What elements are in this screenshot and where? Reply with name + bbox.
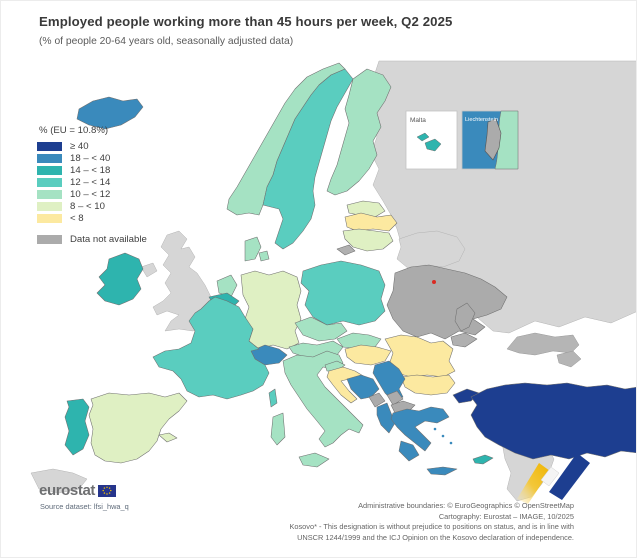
region-crete [427, 467, 457, 475]
map-marker-dot [432, 280, 436, 284]
malta-inset [406, 111, 457, 169]
country-turkey [471, 383, 637, 459]
legend-label: 14 – < 18 [70, 165, 111, 176]
credit-line: Administrative boundaries: © EuroGeographics © OpenStreetMap [358, 501, 574, 510]
country-northern-ireland [141, 263, 157, 277]
country-portugal [65, 399, 89, 455]
aegean-island [434, 428, 437, 431]
region-balearics [159, 433, 177, 442]
eu-flag-icon [98, 485, 116, 497]
legend-label: 12 – < 14 [70, 177, 111, 188]
legend-label: Data not available [70, 234, 147, 245]
map-legend [37, 125, 147, 246]
legend-item [37, 213, 147, 224]
malta-inset-label: Malta [410, 117, 426, 124]
legend-swatch [37, 235, 62, 244]
legend-swatch [37, 214, 62, 223]
source-dataset: Source dataset: lfsi_hwa_q [40, 502, 129, 511]
aegean-island [442, 435, 445, 438]
country-hungary [345, 345, 391, 365]
legend-item [37, 165, 147, 176]
europe-choropleth-map [1, 1, 637, 558]
country-denmark [245, 237, 261, 261]
eurostat-logo [39, 482, 116, 499]
caucasus-region [507, 333, 581, 367]
region-sicily [299, 453, 329, 467]
country-armenia-azerbaijan [557, 351, 581, 367]
country-denmark-islands [259, 251, 269, 261]
map-credits [289, 501, 574, 543]
legend-item [37, 153, 147, 164]
legend-item [37, 201, 147, 212]
eurostat-logo-text: eurostat [39, 482, 95, 499]
credit-line: Kosovo* - This designation is without prejudice to positions on status, and is in line with [289, 522, 574, 532]
credit-line: Cartography: Eurostat – IMAGE, 10/2025 [438, 511, 574, 521]
legend-swatch [37, 190, 62, 199]
country-spain [89, 393, 187, 463]
country-cyprus [473, 455, 493, 464]
region-sardinia [271, 413, 285, 445]
country-poland [301, 261, 385, 325]
legend-label: 10 – < 12 [70, 189, 111, 200]
country-georgia [507, 333, 579, 355]
legend-swatch [37, 202, 62, 211]
legend-swatch [37, 166, 62, 175]
legend-swatch [37, 154, 62, 163]
legend-label: 18 – < 40 [70, 153, 111, 164]
country-greece [391, 407, 449, 451]
legend-item [37, 189, 147, 200]
legend-label: ≥ 40 [70, 141, 89, 152]
legend-swatch [37, 142, 62, 151]
aegean-island [450, 442, 453, 445]
legend-item [37, 141, 147, 152]
region-corsica [269, 389, 277, 407]
credit-line: UNSCR 1244/1999 and the ICJ Opinion on the Kosovo declaration of independence. [297, 532, 574, 542]
liechtenstein-inset [462, 111, 518, 169]
legend-title: % (EU = 10.8%) [39, 125, 109, 136]
country-bulgaria [401, 375, 455, 395]
country-ireland [97, 253, 143, 305]
legend-swatch [37, 178, 62, 187]
region-crimea [451, 333, 477, 347]
legend-item [37, 177, 147, 188]
legend-label: 8 – < 10 [70, 201, 105, 212]
legend-label: < 8 [70, 213, 84, 224]
country-latvia [345, 213, 397, 231]
liechtenstein-inset-label: Liechtenstein [465, 117, 498, 123]
legend-item-no-data [37, 234, 147, 245]
page-title: Employed people working more than 45 hours per week, Q2 2025 [39, 14, 453, 29]
page-subtitle: (% of people 20-64 years old, seasonally adjusted data) [39, 36, 294, 47]
